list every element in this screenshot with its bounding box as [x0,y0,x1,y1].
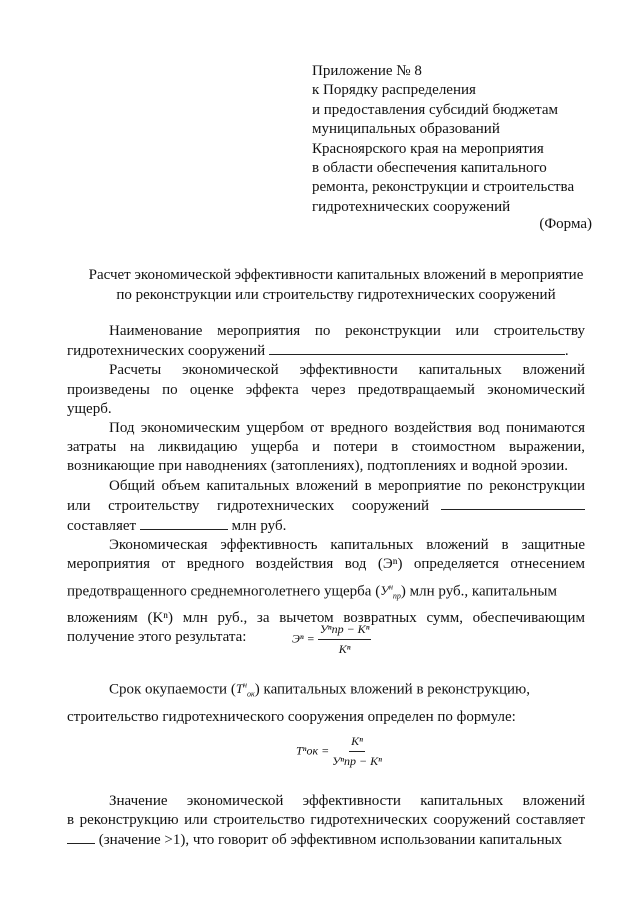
investment-amount-blank-field[interactable] [140,516,228,530]
appendix-line: и предоставления субсидий бюджетам [312,101,558,118]
appendix-line: к Порядку распределения [312,82,476,99]
text-fragment: предотвращенного среднемноголетнего ущерба ( [67,582,381,599]
text-line: в реконструкцию или строительство гидротехнических сооружений составляет [67,812,585,829]
text-line: Значение экономической эффективности капитальных вложений [109,793,585,809]
text-line: Общий объем капитальных вложений в мероприятие по реконструкции [109,477,585,494]
paragraph-payback [67,676,585,727]
paragraph-calculations [67,361,585,419]
text-line: Под экономическим ущербом от вредного воздействия вод понимаются [109,420,585,437]
payback-formula [296,734,382,769]
document-body [67,322,585,647]
text-fragment: млн руб. [231,518,287,535]
title-line: Расчет экономической эффективности капитальных вложений в мероприятие [88,267,584,283]
paragraph-damage-definition [67,419,585,477]
text-line: Расчеты экономической эффективности капитальных вложений [109,362,585,379]
text-line: Экономическая эффективность капитальных вложений в защитные [109,537,585,554]
text-fragment: гидротехнических сооружений [67,343,266,360]
efficiency-formula [292,622,371,657]
document-title [60,265,612,305]
text-fragment: ) капитальных вложений в реконструкцию, [254,681,530,698]
investment-object-blank-field[interactable] [441,496,585,510]
text-line: Наименование мероприятия по реконструкции или строительству [109,323,585,339]
text-fragment: ) млн руб., капитальным [400,582,557,599]
text-line [67,578,585,606]
text-line [67,830,585,850]
event-name-blank-field[interactable] [269,341,565,355]
text-fragment: Срок окупаемости ( [109,681,236,698]
formula-numerator: Уⁿпр − Kⁿ [318,622,372,640]
formula-denominator: Kⁿ [338,642,351,656]
text-line: возникающие при наводнениях (затоплениях), подтоплениях и водной эрозии. [67,458,568,475]
text-line: гидротехнических сооружений . [67,343,569,360]
formula-fraction [318,622,372,657]
paragraph-total-investment [67,477,585,537]
paragraph-event-name [67,322,585,361]
formula-fraction [332,734,382,769]
text-line: строительство гидротехнического сооружения определен по формуле: [67,709,516,726]
appendix-line: ремонта, реконструкции и строительства [312,179,575,196]
formula-numerator: Kⁿ [349,734,365,752]
paragraph-efficiency-value [67,792,585,851]
appendix-line: Красноярского края на мероприятия [312,140,544,157]
appendix-line: муниципальных образований [312,121,500,138]
text-line [67,516,585,536]
title-line: по реконструкции или строительству гидротехнических сооружений [116,287,556,303]
efficiency-value-blank-field[interactable] [67,830,95,844]
appendix-line: гидротехнических сооружений [312,198,511,215]
formula-denominator: Уⁿпр − Kⁿ [332,754,382,768]
appendix-header [312,62,612,217]
text-line: произведены по оценке эффекта через предотвращаемый экономический [67,381,585,398]
appendix-line: Приложение № 8 [312,63,422,79]
payback-symbol: $T^н_{ок}$ [235,681,255,699]
text-line: мероприятия от вредного воздействия вод (Эⁿ) определяется отнесением [67,556,585,573]
text-line [67,676,585,704]
text-line: получение этого результата: [67,628,247,645]
text-fragment: составляет [67,518,137,535]
text-line [67,496,585,516]
form-label: (Форма) [539,216,592,232]
text-fragment: (значение >1), что говорит об эффективном использовании капитальных [98,832,563,849]
text-fragment: или строительству гидротехнических сооружений [67,497,429,514]
formula-lhs: Эⁿ = [292,631,315,646]
formula-lhs: Tⁿок = [296,743,330,758]
text-line: ущерб. [67,400,112,417]
text-line: затраты на ликвидацию ущерба и потери в стоимостном выражении, [67,439,585,456]
text-line: вложениям (Kⁿ) млн руб., за вычетом возвратных сумм, обеспечивающим [67,609,585,626]
appendix-line: в области обеспечения капитального [312,160,547,177]
damage-symbol: $У^н_{пр}$ [380,582,401,601]
